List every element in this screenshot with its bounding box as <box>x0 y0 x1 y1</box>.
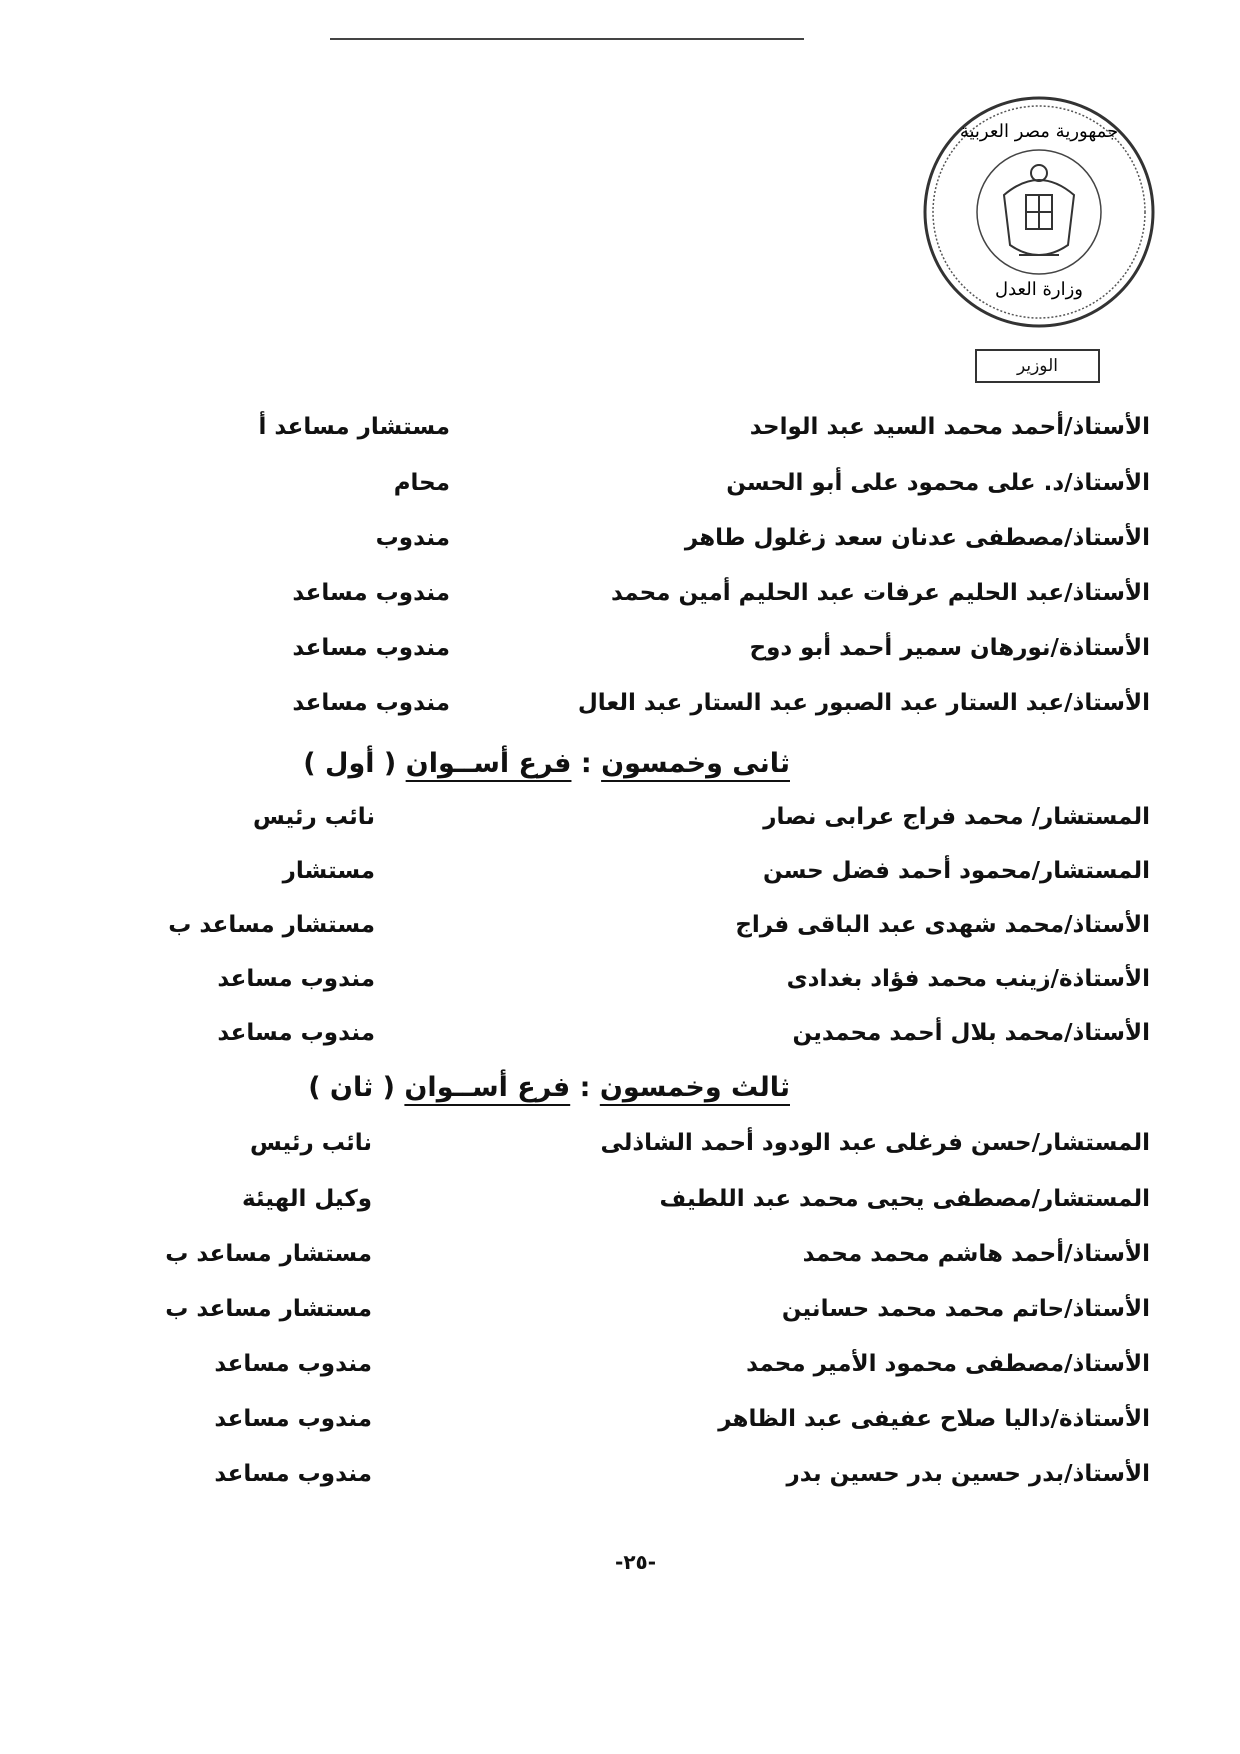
list-item <box>0 414 1240 448</box>
minister-label: الوزير <box>975 349 1100 383</box>
list-item <box>0 804 1240 838</box>
list-item <box>0 635 1240 669</box>
list-item <box>0 1461 1240 1495</box>
section-heading-aswan-second <box>308 1072 790 1103</box>
member-title: وكيل الهيئة <box>241 1186 372 1212</box>
member-name: المستشار/مصطفى يحيى محمد عبد اللطيف <box>659 1186 1150 1212</box>
member-name: الأستاذ/عبد الحليم عرفات عبد الحليم أمين محمد <box>610 580 1150 606</box>
list-item <box>0 1130 1240 1164</box>
member-title: مندوب مساعد <box>214 1351 372 1377</box>
member-title: مستشار <box>282 858 375 884</box>
member-title: مندوب مساعد <box>292 635 450 661</box>
list-item <box>0 966 1240 1000</box>
list-item <box>0 525 1240 559</box>
member-title: مندوب مساعد <box>292 580 450 606</box>
member-title: مندوب <box>375 525 450 551</box>
member-name: الأستاذ/بدر حسين بدر حسين بدر <box>786 1461 1150 1487</box>
heading-branch: فرع أســوان <box>405 748 572 779</box>
member-name: الأستاذ/حاتم محمد محمد حسانين <box>781 1296 1150 1322</box>
list-item <box>0 470 1240 504</box>
list-item <box>0 1351 1240 1385</box>
list-item <box>0 690 1240 724</box>
list-item <box>0 1296 1240 1330</box>
page-number: -٢٥- <box>615 1550 657 1574</box>
ministry-seal-emblem <box>922 95 1156 329</box>
heading-branch: فرع أســوان <box>404 1072 571 1103</box>
member-title: مستشار مساعد ب <box>165 1296 372 1322</box>
list-item <box>0 1406 1240 1440</box>
member-name: الأستاذة/زينب محمد فؤاد بغدادى <box>786 966 1150 992</box>
section-heading-aswan-first <box>303 748 790 779</box>
member-name: الأستاذة/نورهان سمير أحمد أبو دوح <box>749 635 1150 661</box>
member-title: مندوب مساعد <box>217 966 375 992</box>
list-item <box>0 1241 1240 1275</box>
heading-ordinal: ثالث وخمسون <box>599 1072 790 1103</box>
member-name: الأستاذ/مصطفى عدنان سعد زغلول طاهر <box>684 525 1150 551</box>
seal-bottom-text: وزارة العدل <box>995 279 1083 300</box>
heading-suffix: ( ثان ) <box>308 1072 405 1103</box>
member-title: مستشار مساعد ب <box>165 1241 372 1267</box>
list-item <box>0 858 1240 892</box>
member-name: الأستاذ/أحمد هاشم محمد محمد <box>802 1241 1150 1267</box>
member-name: المستشار/حسن فرغلى عبد الودود أحمد الشاذلى <box>600 1130 1150 1156</box>
member-name: الأستاذ/مصطفى محمود الأمير محمد <box>746 1351 1150 1377</box>
member-name: الأستاذ/د. على محمود على أبو الحسن <box>726 470 1150 496</box>
member-name: المستشار/ محمد فراج عرابى نصار <box>763 804 1150 830</box>
heading-ordinal: ثانى وخمسون <box>601 748 790 779</box>
heading-suffix: ( أول ) <box>303 748 406 779</box>
member-name: الأستاذ/عبد الستار عبد الصبور عبد الستار عبد العال <box>577 690 1150 716</box>
member-title: مستشار مساعد أ <box>258 414 450 440</box>
member-title: مستشار مساعد ب <box>168 912 375 938</box>
member-title: محام <box>393 470 450 496</box>
top-rule <box>330 38 804 40</box>
list-item <box>0 1020 1240 1054</box>
list-item <box>0 912 1240 946</box>
member-name: الأستاذ/محمد بلال أحمد محمدين <box>792 1020 1150 1046</box>
member-name: الأستاذة/داليا صلاح عفيفى عبد الظاهر <box>718 1406 1150 1432</box>
member-title: نائب رئيس <box>249 1130 372 1156</box>
list-item <box>0 1186 1240 1220</box>
member-name: المستشار/محمود أحمد فضل حسن <box>763 858 1150 884</box>
member-title: مندوب مساعد <box>214 1461 372 1487</box>
member-title: مندوب مساعد <box>214 1406 372 1432</box>
seal-top-text: جمهورية مصر العربية <box>959 121 1119 142</box>
heading-separator: : <box>571 748 602 779</box>
heading-separator: : <box>570 1072 600 1103</box>
list-item <box>0 580 1240 614</box>
member-title: مندوب مساعد <box>217 1020 375 1046</box>
member-name: الأستاذ/محمد شهدى عبد الباقى فراج <box>735 912 1150 938</box>
member-name: الأستاذ/أحمد محمد السيد عبد الواحد <box>749 414 1150 440</box>
member-title: نائب رئيس <box>252 804 375 830</box>
member-title: مندوب مساعد <box>292 690 450 716</box>
